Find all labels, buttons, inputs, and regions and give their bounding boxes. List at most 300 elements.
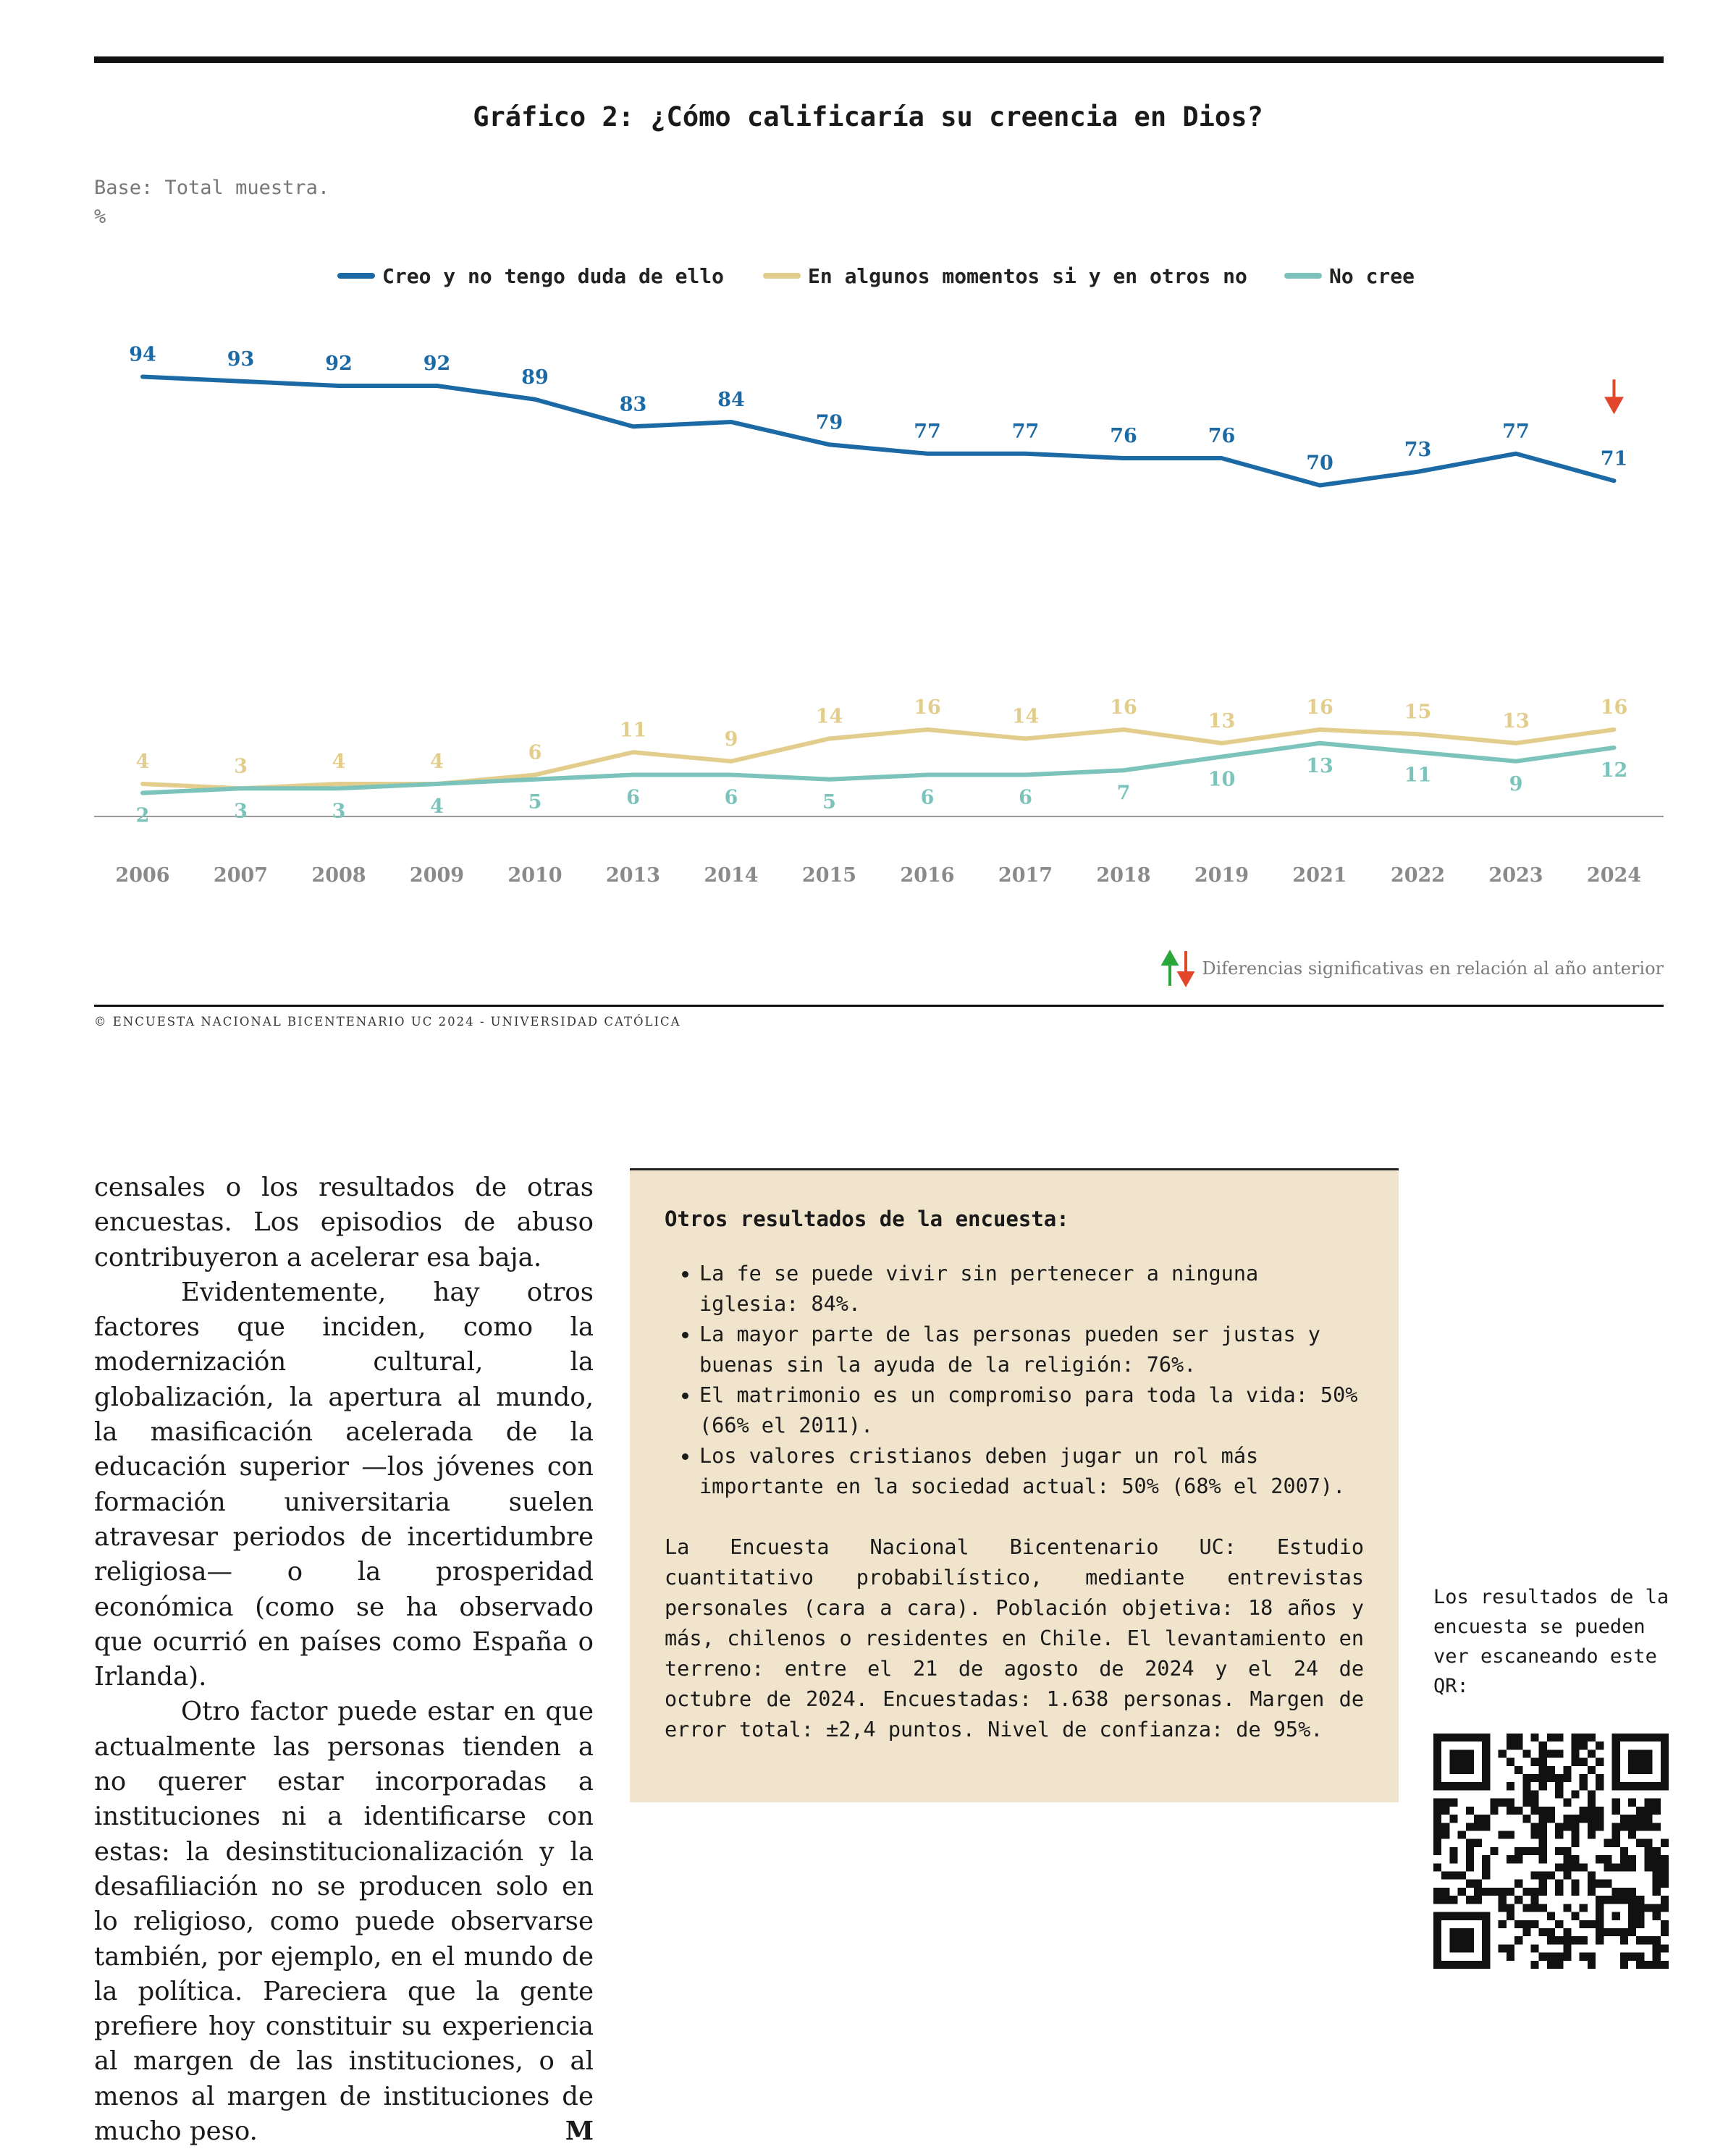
qr-module (1653, 1880, 1661, 1888)
qr-module (1433, 1831, 1441, 1838)
qr-module (1539, 1741, 1547, 1749)
qr-module (1661, 1896, 1669, 1904)
qr-module (1653, 1855, 1661, 1863)
qr-module (1644, 1904, 1652, 1912)
qr-module (1636, 1815, 1644, 1823)
qr-module (1555, 1961, 1563, 1969)
data-label: 70 (1306, 452, 1333, 475)
qr-module (1644, 1855, 1652, 1863)
qr-module (1572, 1823, 1580, 1831)
data-label: 6 (626, 786, 640, 809)
qr-module (1661, 1863, 1669, 1871)
qr-module (1466, 1839, 1474, 1847)
qr-module (1458, 1888, 1466, 1896)
qr-module (1530, 1799, 1538, 1807)
qr-module (1507, 1831, 1514, 1838)
data-labels (129, 344, 1627, 827)
data-label: 6 (920, 786, 935, 809)
qr-module (1653, 1863, 1661, 1871)
qr-module (1661, 1872, 1669, 1880)
qr-module (1604, 1863, 1611, 1871)
qr-module (1547, 1928, 1555, 1936)
qr-module (1572, 1831, 1580, 1838)
data-label: 6 (528, 741, 542, 764)
data-label: 12 (1600, 759, 1628, 782)
data-label: 92 (423, 352, 451, 375)
qr-module (1522, 1928, 1530, 1936)
x-tick-label: 2008 (311, 864, 366, 887)
qr-module (1636, 1912, 1644, 1920)
x-tick-label: 2018 (1096, 864, 1151, 887)
data-label: 3 (332, 800, 346, 823)
qr-module (1530, 1831, 1538, 1838)
qr-module (1449, 1872, 1457, 1880)
qr-module (1530, 1734, 1538, 1741)
qr-module (1499, 1944, 1507, 1952)
qr-module (1588, 1961, 1596, 1969)
qr-module (1433, 1847, 1441, 1855)
qr-module (1555, 1936, 1563, 1944)
series-layer (143, 377, 1614, 793)
qr-module (1644, 1799, 1652, 1807)
qr-module (1653, 1904, 1661, 1912)
qr-module (1530, 1823, 1538, 1831)
qr-module (1555, 1749, 1563, 1757)
qr-code-icon[interactable] (1433, 1734, 1669, 1969)
qr-module (1563, 1847, 1571, 1855)
qr-module (1563, 1815, 1571, 1823)
list-item: • La mayor parte de las personas pueden ser justas y buenas sin la ayuda de la religión: 76%. (699, 1320, 1364, 1380)
qr-module (1507, 1912, 1514, 1920)
list-item: • Los valores cristianos deben jugar un rol más importante en la sociedad actual: 50% (68% el 2007). (699, 1441, 1364, 1502)
qr-module (1441, 1896, 1449, 1904)
qr-module (1441, 1807, 1449, 1815)
x-tick-label: 2019 (1194, 864, 1250, 887)
qr-module (1612, 1823, 1620, 1831)
qr-module (1547, 1936, 1555, 1944)
significance-legend (1161, 950, 1664, 987)
qr-module (1596, 1936, 1604, 1944)
qr-module (1588, 1799, 1596, 1807)
data-label: 93 (227, 347, 255, 371)
qr-module (1433, 1823, 1441, 1831)
qr-module (1653, 1807, 1661, 1815)
qr-module (1539, 1855, 1547, 1863)
qr-module (1507, 1758, 1514, 1766)
unit-line: % (94, 206, 106, 228)
qr-module (1563, 1799, 1571, 1807)
data-label: 5 (822, 790, 836, 814)
qr-module (1522, 1749, 1530, 1757)
qr-module (1458, 1831, 1466, 1838)
qr-module (1572, 1839, 1580, 1847)
qr-module (1661, 1928, 1669, 1936)
qr-module (1588, 1823, 1596, 1831)
qr-module (1433, 1888, 1441, 1896)
qr-module (1539, 1904, 1547, 1912)
qr-module (1449, 1855, 1457, 1863)
qr-module (1482, 1888, 1490, 1896)
qr-module (1555, 1880, 1563, 1888)
qr-module (1482, 1855, 1490, 1863)
qr-module (1644, 1815, 1652, 1823)
qr-module (1580, 1815, 1588, 1823)
qr-module (1636, 1896, 1644, 1904)
qr-module (1530, 1758, 1538, 1766)
qr-module (1644, 1807, 1652, 1815)
qr-module (1522, 1790, 1530, 1798)
x-tick-label: 2010 (507, 864, 562, 887)
article-paragraph: Evidentemente, hay otros factores que inciden, como la modernización cultural, la globalización, la apertura al mundo, la masificación acelerada de la educación superior —los jóvenes con formación universitaria suelen atravesar periodos de incertidumbre religiosa— o la prosperidad económica (como se ha observado que ocurrió en países como España o Irlanda). (94, 1277, 594, 1692)
qr-module (1612, 1863, 1620, 1871)
qr-module (1514, 1766, 1522, 1774)
data-label: 84 (717, 389, 745, 411)
qr-module (1547, 1734, 1555, 1741)
qr-module (1620, 1953, 1628, 1961)
series-line-1 (143, 377, 1614, 486)
qr-module (1433, 1807, 1441, 1815)
data-label: 92 (325, 352, 353, 375)
qr-module (1563, 1936, 1571, 1944)
qr-module (1620, 1823, 1628, 1831)
qr-module (1661, 1880, 1669, 1888)
qr-module (1547, 1774, 1555, 1782)
qr-module (1507, 1904, 1514, 1912)
qr-module (1490, 1847, 1498, 1855)
qr-module (1547, 1872, 1555, 1880)
qr-module (1572, 1863, 1580, 1871)
qr-module (1499, 1896, 1507, 1904)
qr-module (1530, 1904, 1538, 1912)
qr-module (1596, 1823, 1604, 1831)
qr-module (1612, 1799, 1620, 1807)
copyright-note: © ENCUESTA NACIONAL BICENTENARIO UC 2024 - UNIVERSIDAD CATÓLICA (94, 1015, 681, 1029)
qr-module (1507, 1741, 1514, 1749)
qr-module (1588, 1872, 1596, 1880)
qr-module (1547, 1766, 1555, 1774)
qr-module (1588, 1831, 1596, 1838)
series-line-3 (143, 743, 1614, 793)
qr-module (1466, 1807, 1474, 1815)
qr-finder-core (1449, 1749, 1474, 1774)
qr-module (1620, 1888, 1628, 1896)
qr-module (1466, 1896, 1474, 1904)
qr-module (1539, 1888, 1547, 1896)
qr-module (1499, 1904, 1507, 1912)
qr-module (1620, 1936, 1628, 1944)
qr-module (1628, 1855, 1636, 1863)
qr-module (1530, 1920, 1538, 1928)
legend-label: No cree (1329, 264, 1415, 288)
data-label: 11 (619, 719, 647, 742)
qr-module (1563, 1855, 1571, 1863)
qr-module (1482, 1823, 1490, 1831)
top-rule (94, 56, 1664, 63)
arrow-up-icon (1163, 953, 1176, 986)
qr-module (1628, 1815, 1636, 1823)
data-label: 13 (1306, 754, 1333, 777)
qr-module (1628, 1831, 1636, 1838)
data-label: 16 (1110, 696, 1137, 719)
qr-module (1530, 1896, 1538, 1904)
data-label: 89 (521, 366, 549, 389)
qr-module (1507, 1734, 1514, 1741)
qr-module (1507, 1944, 1514, 1952)
qr-module (1604, 1880, 1611, 1888)
qr-module (1507, 1855, 1514, 1863)
qr-module (1522, 1904, 1530, 1912)
qr-module (1530, 1847, 1538, 1855)
qr-module (1555, 1863, 1563, 1871)
qr-module (1547, 1953, 1555, 1961)
qr-module (1530, 1774, 1538, 1782)
results-box-title: Otros resultados de la encuesta: (665, 1207, 1069, 1231)
x-tick-label: 2007 (213, 864, 269, 887)
qr-module (1563, 1953, 1571, 1961)
qr-module (1580, 1741, 1588, 1749)
qr-module (1580, 1920, 1588, 1928)
qr-module (1499, 1831, 1507, 1838)
qr-module (1539, 1847, 1547, 1855)
qr-module (1530, 1961, 1538, 1969)
qr-module (1530, 1872, 1538, 1880)
article-paragraph (94, 1694, 594, 2149)
qr-module (1474, 1823, 1482, 1831)
results-list (665, 1259, 1364, 1502)
qr-module (1507, 1782, 1514, 1790)
qr-module (1499, 1920, 1507, 1928)
qr-module (1588, 1880, 1596, 1888)
qr-module (1539, 1823, 1547, 1831)
qr-module (1636, 1839, 1644, 1847)
qr-module (1514, 1936, 1522, 1944)
end-mark: M (565, 2116, 594, 2147)
qr-module (1572, 1855, 1580, 1863)
data-label: 77 (1502, 420, 1530, 443)
x-tick-label: 2016 (900, 864, 955, 887)
qr-module (1539, 1807, 1547, 1815)
qr-module (1628, 1823, 1636, 1831)
qr-module (1636, 1961, 1644, 1969)
data-label: 14 (1011, 705, 1040, 728)
qr-module (1644, 1961, 1652, 1969)
qr-module (1636, 1823, 1644, 1831)
qr-module (1596, 1815, 1604, 1823)
qr-module (1580, 1774, 1588, 1782)
x-tick-labels (115, 864, 1641, 887)
article-body (94, 1170, 594, 2149)
x-tick-label: 2006 (115, 864, 170, 887)
data-label: 73 (1404, 438, 1432, 461)
qr-module (1653, 1936, 1661, 1944)
article-paragraph: censales o los resultados de otras encuestas. Los episodios de abuso contribuyeron a acelerar esa baja. (94, 1173, 594, 1272)
qr-module (1466, 1847, 1474, 1855)
data-label: 4 (332, 751, 346, 773)
data-label: 79 (815, 411, 843, 434)
qr-module (1522, 1782, 1530, 1790)
data-label: 77 (1011, 420, 1040, 443)
other-results-box (630, 1168, 1399, 1802)
qr-module (1588, 1749, 1596, 1757)
qr-module (1596, 1807, 1604, 1815)
significance-legend-text: Diferencias significativas en relación al año anterior (1202, 958, 1664, 979)
qr-module (1653, 1953, 1661, 1961)
x-tick-label: 2023 (1488, 864, 1543, 887)
qr-module (1449, 1815, 1457, 1823)
qr-module (1539, 1766, 1547, 1774)
qr-module (1653, 1912, 1661, 1920)
qr-module (1530, 1944, 1538, 1952)
qr-module (1580, 1863, 1588, 1871)
significance-markers (1607, 379, 1622, 411)
qr-module (1596, 1741, 1604, 1749)
qr-module (1449, 1799, 1457, 1807)
qr-module (1572, 1880, 1580, 1888)
x-tick-label: 2021 (1292, 864, 1347, 887)
qr-module (1522, 1888, 1530, 1896)
qr-module (1547, 1912, 1555, 1920)
x-tick-label: 2022 (1390, 864, 1446, 887)
arrow-down-icon (1179, 951, 1192, 984)
qr-module (1539, 1880, 1547, 1888)
qr-module (1572, 1888, 1580, 1896)
qr-module (1644, 1823, 1652, 1831)
qr-module (1441, 1799, 1449, 1807)
qr-module (1433, 1815, 1441, 1823)
data-label: 16 (914, 696, 941, 719)
qr-module (1449, 1896, 1457, 1904)
qr-module (1449, 1847, 1457, 1855)
qr-module (1530, 1790, 1538, 1798)
x-tick-label: 2009 (409, 864, 465, 887)
qr-module (1490, 1799, 1498, 1807)
qr-module (1644, 1936, 1652, 1944)
qr-module (1507, 1807, 1514, 1815)
qr-module (1653, 1872, 1661, 1880)
qr-module (1628, 1799, 1636, 1807)
x-tick-label: 2017 (998, 864, 1053, 887)
qr-module (1522, 1799, 1530, 1807)
qr-module (1441, 1888, 1449, 1896)
qr-module (1539, 1872, 1547, 1880)
qr-module (1563, 1774, 1571, 1782)
qr-module (1580, 1782, 1588, 1790)
qr-module (1572, 1790, 1580, 1798)
series-line-2 (143, 727, 1614, 788)
data-label: 3 (234, 800, 248, 823)
data-label: 83 (619, 393, 647, 416)
qr-module (1547, 1807, 1555, 1815)
data-label: 9 (1509, 772, 1523, 795)
qr-module (1588, 1766, 1596, 1774)
qr-module (1628, 1888, 1636, 1896)
qr-module (1636, 1904, 1644, 1912)
qr-module (1628, 1863, 1636, 1871)
qr-module (1661, 1944, 1669, 1952)
qr-module (1547, 1815, 1555, 1823)
qr-module (1563, 1872, 1571, 1880)
qr-module (1653, 1961, 1661, 1969)
x-tick-label: 2015 (801, 864, 857, 887)
data-label: 6 (724, 786, 738, 809)
qr-module (1539, 1839, 1547, 1847)
article-paragraph-text: Otro factor puede estar en que actualmente las personas tienden a no querer estar incorporadas a instituciones ni a identificarse con estas: la desinstitucionalización y la desafiliación no se producen solo en lo religioso, como puede observarse también, por ejemplo, en el mundo de la política. Pareciera que la gente prefiere hoy constituir su experiencia al margen de las instituciones, o al menos al margen de instituciones de mucho peso. (94, 1697, 594, 2147)
qr-module (1547, 1749, 1555, 1757)
qr-module (1580, 1936, 1588, 1944)
qr-module (1588, 1815, 1596, 1823)
qr-module (1482, 1815, 1490, 1823)
qr-module (1514, 1855, 1522, 1863)
qr-module (1490, 1888, 1498, 1896)
data-label: 13 (1208, 709, 1236, 732)
qr-module (1620, 1815, 1628, 1823)
legend-label: Creo y no tengo duda de ello (382, 264, 725, 288)
qr-module (1636, 1936, 1644, 1944)
qr-module (1604, 1839, 1611, 1847)
qr-module (1563, 1928, 1571, 1936)
data-label: 94 (129, 343, 156, 366)
qr-module (1514, 1847, 1522, 1855)
qr-module (1555, 1782, 1563, 1790)
qr-module (1636, 1807, 1644, 1815)
qr-module (1474, 1880, 1482, 1888)
qr-module (1620, 1863, 1628, 1871)
qr-module (1539, 1774, 1547, 1782)
x-tick-label: 2013 (605, 864, 661, 887)
data-label: 71 (1600, 447, 1628, 470)
chart-base-note (94, 174, 329, 232)
qr-module (1547, 1961, 1555, 1969)
qr-module (1572, 1749, 1580, 1757)
qr-module (1588, 1920, 1596, 1928)
qr-module (1620, 1847, 1628, 1855)
qr-module (1539, 1749, 1547, 1757)
qr-module (1555, 1790, 1563, 1798)
qr-module (1636, 1953, 1644, 1961)
data-label: 7 (1116, 782, 1131, 805)
qr-module (1620, 1961, 1628, 1969)
qr-module (1499, 1749, 1507, 1757)
qr-module (1539, 1831, 1547, 1838)
qr-module (1596, 1774, 1604, 1782)
qr-module (1588, 1734, 1596, 1741)
methodology-text: La Encuesta Nacional Bicentenario UC: Estudio cuantitativo probabilístico, mediante entrevistas personales (cara a cara). Población objetiva: 18 años y más, chilenos o residentes en Chile. El levantamiento en terreno: entre el 21 de agosto de 2024 y el 24 de octubre de 2024. Encuestadas: 1.638 personas. Margen de error total: ±2,4 puntos. Nivel de confianza: de 95%. (665, 1535, 1364, 1741)
qr-module (1530, 1807, 1538, 1815)
qr-module (1661, 1855, 1669, 1863)
qr-module (1596, 1758, 1604, 1766)
qr-module (1563, 1823, 1571, 1831)
legend-label: En algunos momentos si y en otros no (808, 264, 1247, 288)
qr-module (1522, 1774, 1530, 1782)
qr-module (1466, 1823, 1474, 1831)
qr-module (1588, 1790, 1596, 1798)
qr-finder-core (1449, 1928, 1474, 1953)
qr-module (1588, 1953, 1596, 1961)
qr-module (1653, 1799, 1661, 1807)
qr-module (1539, 1815, 1547, 1823)
qr-module (1499, 1799, 1507, 1807)
qr-module (1644, 1839, 1652, 1847)
qr-module (1653, 1944, 1661, 1952)
qr-module (1572, 1912, 1580, 1920)
significance-arrow-down-icon (1607, 379, 1622, 411)
qr-module (1572, 1741, 1580, 1749)
list-item: • El matrimonio es un compromiso para toda la vida: 50% (66% el 2011). (699, 1380, 1364, 1441)
qr-module (1555, 1888, 1563, 1896)
qr-module (1612, 1831, 1620, 1838)
qr-module (1644, 1847, 1652, 1855)
qr-module (1580, 1758, 1588, 1766)
